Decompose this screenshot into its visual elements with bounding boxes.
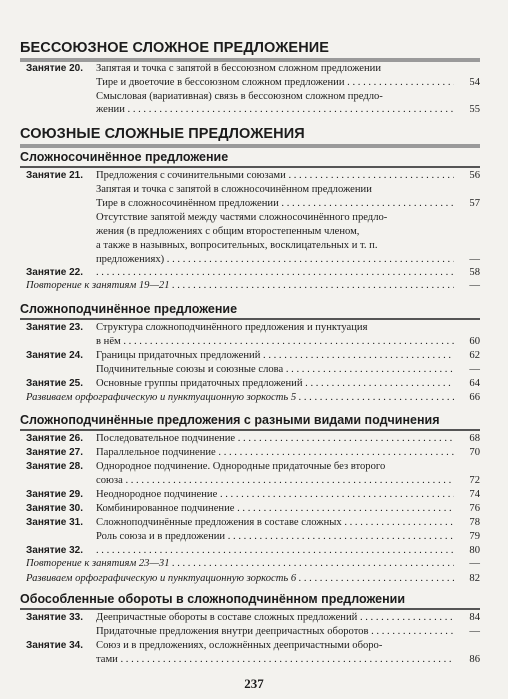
toc-line: тами . . . 86 — [26, 653, 480, 666]
section-rule — [20, 144, 480, 148]
subsection-title-isolated-phrases: Обособленные обороты в сложноподчинённом предложении — [20, 592, 406, 606]
toc-line: предложениях) . . . — — [26, 253, 480, 266]
toc-line: союза . . . 72 — [26, 474, 480, 487]
toc-line: Занятие 22. . . . 58 — [26, 266, 480, 279]
toc-line: Придаточные предложения внутри деепричастных оборотов . . . — — [26, 625, 480, 638]
toc-line: Занятие 25. Основные группы придаточных предложений . . . 64 — [26, 377, 480, 390]
toc-line: Занятие 34. Союз и в предложениях, осложнённых деепричастными оборо- — [26, 640, 383, 651]
toc-line: Занятие 23. Структура сложноподчинённого предложения и пунктуация — [26, 322, 368, 333]
toc-line: Повторение к занятиям 19—21 . . . — — [26, 279, 480, 292]
toc-line: в нём . . . 60 — [26, 335, 480, 348]
subsection-rule — [20, 166, 480, 168]
toc-line: Занятие 21. Предложения с сочинительными союзами . . . 56 — [26, 169, 480, 182]
subsection-title-subordination-types: Сложноподчинённые предложения с разными видами подчинения — [20, 413, 440, 427]
toc-line: Занятие 30. Комбинированное подчинение . . . 76 — [26, 502, 480, 515]
toc-line: Запятая и точка с запятой в сложносочинённом предложении — [96, 184, 372, 195]
toc-line: жении . . . 55 — [26, 103, 480, 116]
toc-line: Занятие 26. Последовательное подчинение . . . 68 — [26, 432, 480, 445]
toc-line: Занятие 29. Неоднородное подчинение . . . 74 — [26, 488, 480, 501]
subsection-rule — [20, 429, 480, 431]
toc-line: Занятие 33. Деепричастные обороты в составе сложных предложений . . . 84 — [26, 611, 480, 624]
subsection-rule — [20, 608, 480, 610]
page-number: 237 — [244, 676, 264, 691]
toc-line: Тире и двоеточие в бессоюзном сложном предложении . . . 54 — [26, 76, 480, 89]
subsection-rule — [20, 318, 480, 320]
toc-line: Отсутствие запятой между частями сложносочинённого предло- — [96, 212, 388, 223]
toc-line: Занятие 31. Сложноподчинённые предложения в составе сложных . . . 78 — [26, 516, 480, 529]
section-title-conjunctive: СОЮЗНЫЕ СЛОЖНЫЕ ПРЕДЛОЖЕНИЯ — [20, 126, 305, 142]
toc-line: Тире в сложносочинённом предложении . . . 57 — [26, 197, 480, 210]
toc-line: Смысловая (вариативная) связь в бессоюзном сложном предло- — [96, 91, 383, 102]
toc-line: Роль союза и в предложении . . . 79 — [26, 530, 480, 543]
toc-line: Занятие 32. . . . 80 — [26, 544, 480, 557]
toc-line: Повторение к занятиям 23—31 . . . — — [26, 557, 480, 570]
toc-line: Развиваем орфографическую и пунктуационную зоркость 6 . . . 82 — [26, 572, 480, 585]
toc-line: Развиваем орфографическую и пунктуационную зоркость 5 . . . 66 — [26, 391, 480, 404]
subsection-title-complex: Сложноподчинённое предложение — [20, 302, 238, 316]
subsection-title-compound: Сложносочинённое предложение — [20, 150, 229, 164]
toc-line: Подчинительные союзы и союзные слова . . . — — [26, 363, 480, 376]
section-title-asyndetic: БЕССОЮЗНОЕ СЛОЖНОЕ ПРЕДЛОЖЕНИЕ — [20, 40, 330, 56]
toc-line: Занятие 24. Границы придаточных предложений . . . 62 — [26, 349, 480, 362]
toc-line: Занятие 28. Однородное подчинение. Однородные придаточные без второго — [26, 461, 386, 472]
toc-line: а также в назывных, вопросительных, восклицательных и т. п. — [96, 240, 378, 251]
toc-line: Занятие 27. Параллельное подчинение . . . 70 — [26, 446, 480, 459]
toc-line: жения (в предложениях с общим второстепенным членом, — [96, 226, 360, 237]
toc-line: Занятие 20. Запятая и точка с запятой в бессоюзном сложном предложении — [26, 63, 382, 74]
